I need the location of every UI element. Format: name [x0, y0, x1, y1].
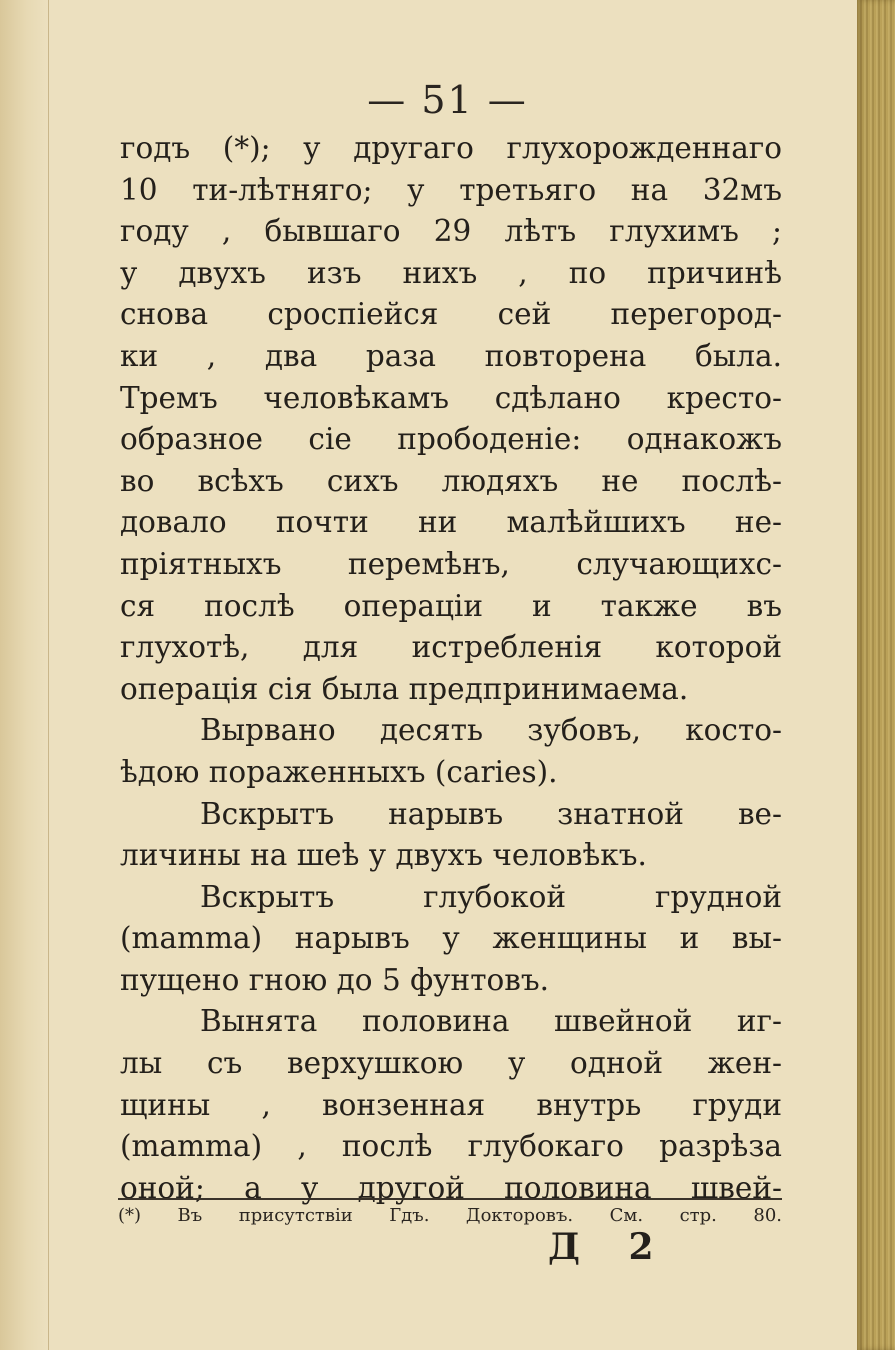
text-line: снова сроспіейся сей перегород- — [120, 297, 782, 332]
footnote-rule — [118, 1198, 782, 1200]
text-line: глухотѣ, для истребленія которой — [120, 630, 782, 665]
text-line: образное сіе прободеніе: однакожъ — [120, 422, 782, 457]
text-line: ся послѣ операціи и также въ — [120, 588, 782, 623]
text-line: годъ (*); у другаго глухорожденнаго — [120, 131, 782, 165]
text-line: (mamma) нарывъ у женщины и вы- — [120, 921, 782, 956]
text-line: во всѣхъ сихъ людяхъ не послѣ- — [120, 463, 782, 498]
text-line: у двухъ изъ нихъ , по причинѣ — [120, 255, 782, 290]
text-line: Вскрытъ глубокой грудной — [200, 879, 782, 914]
footnote: (*) Въ присутствіи Гдъ. Докторовъ. См. стр. 80. — [118, 1205, 782, 1226]
text-line: лы съ верхушкою у одной жен- — [120, 1046, 782, 1081]
text-line: году , бывшаго 29 лѣтъ глухимъ ; — [120, 214, 782, 249]
text-line: операція сія была предпринимаема. — [120, 671, 689, 706]
text-line: (mamma) , послѣ глубокаго разрѣза — [120, 1129, 782, 1164]
text-line: пріятныхъ перемѣнъ, случающихс- — [120, 546, 782, 581]
page-number-header: — 51 — — [367, 78, 528, 122]
binding-gutter — [0, 0, 49, 1350]
text-line: довало почти ни малѣйшихъ не- — [120, 505, 782, 540]
signature-mark: Д 2 — [548, 1226, 672, 1268]
text-line: Вынята половина швейной иг- — [200, 1004, 782, 1039]
text-line: пущено гною до 5 фунтовъ. — [120, 962, 550, 997]
text-line: ѣдою пораженныхъ (caries). — [120, 754, 558, 789]
text-line: щины , вонзенная внутрь груди — [120, 1087, 782, 1122]
text-line: личины на шеѣ у двухъ человѣкъ. — [120, 838, 647, 873]
text-line: ки , два раза повторена была. — [120, 338, 782, 373]
page-edges — [857, 0, 895, 1350]
text-line: 10 ти-лѣтняго; у третьяго на 32мъ — [120, 172, 782, 207]
text-line: Вскрытъ нарывъ знатной ве- — [200, 796, 782, 831]
body-text — [120, 128, 782, 1209]
text-line: оной; а у другой половина швей- — [120, 1170, 782, 1205]
text-line: Тремъ человѣкамъ сдѣлано кресто- — [120, 380, 782, 415]
text-line: Вырвано десять зубовъ, косто- — [200, 713, 782, 748]
